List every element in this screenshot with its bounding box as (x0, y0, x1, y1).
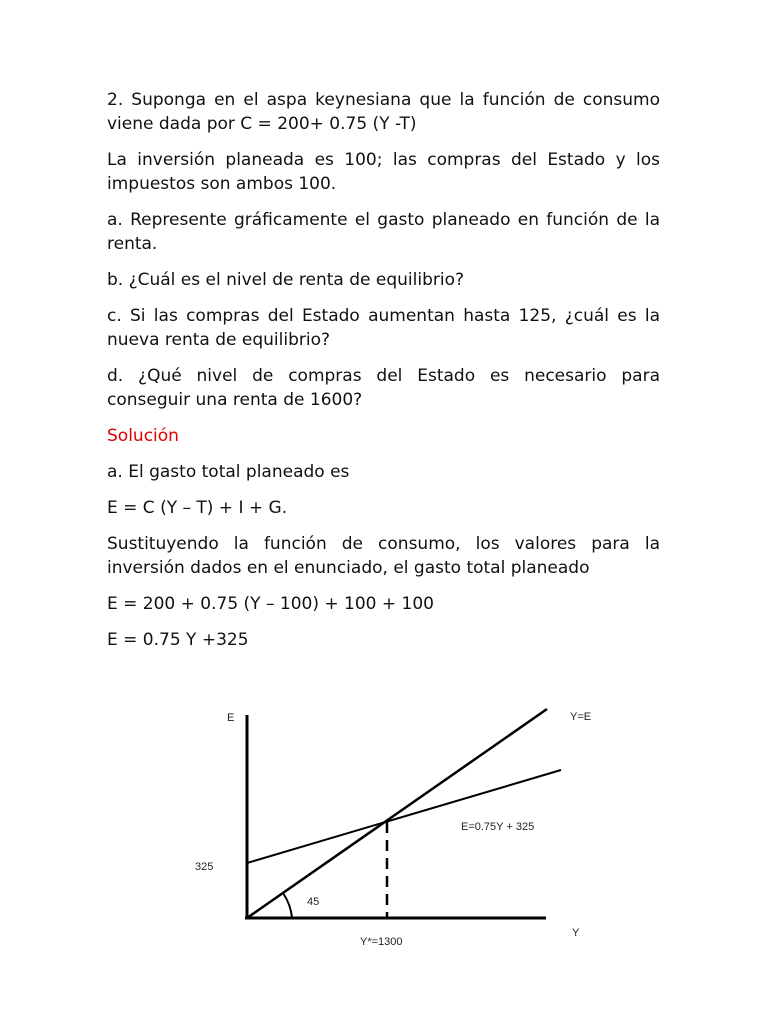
question-a: a. Represente gráficamente el gasto planeado en función de la renta. (107, 210, 660, 254)
line-45-degree (247, 709, 547, 918)
equilibrium-label: Y*=1300 (360, 936, 403, 948)
question-c: c. Si las compras del Estado aumentan hasta 125, ¿cuál es la nueva renta de equilibrio? (107, 306, 660, 350)
document-page (107, 88, 660, 664)
expenditure-label: E=0.75Y + 325 (461, 821, 535, 833)
keynesian-cross-diagram (180, 700, 620, 960)
solution-heading: Solución (107, 426, 179, 446)
angle-label: 45 (307, 896, 320, 908)
angle-arc (283, 893, 292, 918)
intercept-label: 325 (195, 861, 214, 873)
formula-final: E = 0.75 Y +325 (107, 630, 249, 650)
expenditure-line (247, 770, 561, 863)
diagram-svg (180, 700, 620, 960)
formula-general: E = C (Y – T) + I + G. (107, 498, 288, 518)
x-axis-label: Y (572, 927, 580, 939)
solution-line-a: a. El gasto total planeado es (107, 462, 350, 482)
y-axis-label: E (227, 712, 235, 724)
problem-statement: 2. Suponga en el aspa keynesiana que la función de consumo viene dada por C = 200+ 0.75 (Y -T) (107, 90, 660, 134)
formula-substituted: E = 200 + 0.75 (Y – 100) + 100 + 100 (107, 594, 434, 614)
question-d: d. ¿Qué nivel de compras del Estado es necesario para conseguir una renta de 1600? (107, 366, 660, 410)
substitution-text: Sustituyendo la función de consumo, los valores para la inversión dados en el enunciado, el gasto total planeado (107, 534, 660, 578)
line-45-label: Y=E (570, 711, 592, 723)
problem-investment: La inversión planeada es 100; las compras del Estado y los impuestos son ambos 100. (107, 150, 660, 194)
question-b: b. ¿Cuál es el nivel de renta de equilibrio? (107, 270, 465, 290)
